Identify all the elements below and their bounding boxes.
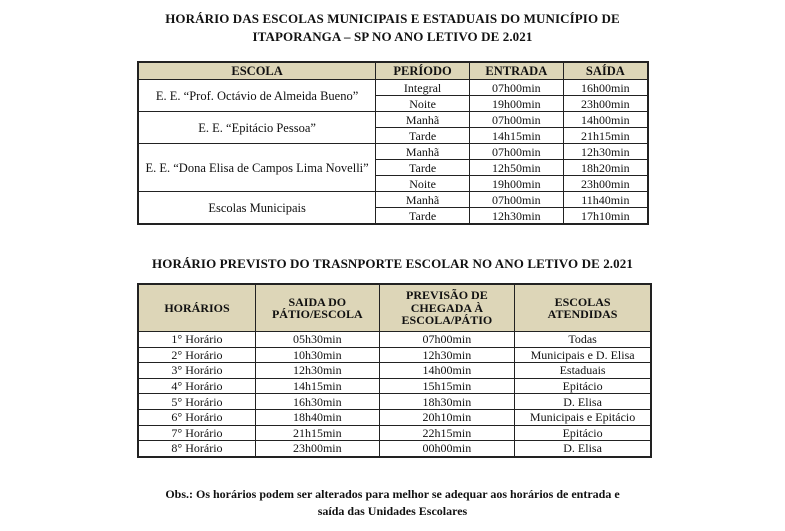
periodo-cell: Tarde: [376, 128, 470, 144]
escolas-cell: D. Elisa: [515, 394, 651, 410]
horario-cell: 3° Horário: [138, 363, 255, 379]
table-row: [138, 363, 651, 379]
horario-cell: 5° Horário: [138, 394, 255, 410]
table-row: [138, 80, 648, 96]
saida-cell: 12h30min: [563, 144, 648, 160]
chegada-cell: 00h00min: [379, 441, 515, 457]
entrada-cell: 07h00min: [469, 192, 563, 208]
table-row: [138, 347, 651, 363]
header-previsao-chegada: [379, 284, 515, 332]
observation-note: [0, 486, 785, 520]
periodo-cell: Noite: [376, 96, 470, 112]
saida-cell: 05h30min: [255, 332, 379, 348]
table-header-row: [138, 62, 648, 80]
escolas-cell: Estaduais: [515, 363, 651, 379]
entrada-cell: 12h30min: [469, 208, 563, 225]
table-header-row: [138, 284, 651, 332]
header-previsao-line2: CHEGADA À: [410, 300, 484, 315]
saida-cell: 14h15min: [255, 378, 379, 394]
header-saida-line1: SAIDA DO: [288, 294, 347, 309]
entrada-cell: 14h15min: [469, 128, 563, 144]
header-escola: ESCOLA: [138, 62, 376, 80]
school-hours-title: [0, 10, 785, 46]
chegada-cell: 22h15min: [379, 425, 515, 441]
horario-cell: 4° Horário: [138, 378, 255, 394]
table-row: [138, 425, 651, 441]
chegada-cell: 14h00min: [379, 363, 515, 379]
saida-cell: 23h00min: [563, 96, 648, 112]
chegada-cell: 07h00min: [379, 332, 515, 348]
table-row: [138, 394, 651, 410]
observation-line2: saída das Unidades Escolares: [317, 504, 468, 518]
escolas-cell: Epitácio: [515, 425, 651, 441]
school-hours-title-line2: ITAPORANGA – SP NO ANO LETIVO DE 2.021: [252, 29, 533, 44]
transport-schedule-table: [137, 283, 652, 458]
saida-cell: 16h00min: [563, 80, 648, 96]
header-previsao-line1: PREVISÃO DE: [406, 288, 488, 303]
header-saida-line2: PÁTIO/ESCOLA: [271, 307, 363, 321]
school-name: E. E. “Prof. Octávio de Almeida Bueno”: [138, 80, 376, 112]
periodo-cell: Tarde: [376, 208, 470, 225]
saida-cell: 11h40min: [563, 192, 648, 208]
horario-cell: 7° Horário: [138, 425, 255, 441]
entrada-cell: 07h00min: [469, 112, 563, 128]
entrada-cell: 19h00min: [469, 96, 563, 112]
table-row: [138, 332, 651, 348]
school-name: E. E. “Epitácio Pessoa”: [138, 112, 376, 144]
saida-cell: 21h15min: [255, 425, 379, 441]
periodo-cell: Manhã: [376, 144, 470, 160]
entrada-cell: 07h00min: [469, 144, 563, 160]
school-name: Escolas Municipais: [138, 192, 376, 225]
escolas-cell: D. Elisa: [515, 441, 651, 457]
saida-cell: 16h30min: [255, 394, 379, 410]
header-entrada: ENTRADA: [469, 62, 563, 80]
entrada-cell: 12h50min: [469, 160, 563, 176]
escolas-cell: Todas: [515, 332, 651, 348]
header-escolas-line2: ATENDIDAS: [547, 307, 618, 321]
school-name: E. E. “Dona Elisa de Campos Lima Novelli”: [138, 144, 376, 192]
entrada-cell: 07h00min: [469, 80, 563, 96]
header-previsao-line3: ESCOLA/PÁTIO: [401, 313, 493, 328]
transport-schedule-title: HORÁRIO PREVISTO DO TRASNPORTE ESCOLAR NO ANO LETIVO DE 2.021: [152, 256, 633, 271]
periodo-cell: Manhã: [376, 112, 470, 128]
saida-cell: 14h00min: [563, 112, 648, 128]
saida-cell: 21h15min: [563, 128, 648, 144]
saida-cell: 12h30min: [255, 363, 379, 379]
table-row: [138, 192, 648, 208]
saida-cell: 23h00min: [563, 176, 648, 192]
periodo-cell: Manhã: [376, 192, 470, 208]
header-escolas-atendidas: [515, 284, 651, 332]
table-row: [138, 144, 648, 160]
table-row: [138, 378, 651, 394]
table-row: [138, 112, 648, 128]
header-saida: SAÍDA: [563, 62, 648, 80]
chegada-cell: 20h10min: [379, 409, 515, 425]
entrada-cell: 19h00min: [469, 176, 563, 192]
horario-cell: 6° Horário: [138, 409, 255, 425]
saida-cell: 18h20min: [563, 160, 648, 176]
periodo-cell: Integral: [376, 80, 470, 96]
header-saida-patio: [255, 284, 379, 332]
escolas-cell: Municipais e D. Elisa: [515, 347, 651, 363]
school-hours-table: [137, 61, 649, 225]
table-row: [138, 441, 651, 457]
escolas-cell: Epitácio: [515, 378, 651, 394]
school-hours-title-line1: HORÁRIO DAS ESCOLAS MUNICIPAIS E ESTADUAIS DO MUNICÍPIO DE: [165, 11, 620, 26]
table-row: [138, 409, 651, 425]
header-horarios: HORÁRIOS: [138, 284, 255, 332]
header-periodo: PERÍODO: [376, 62, 470, 80]
horario-cell: 1° Horário: [138, 332, 255, 348]
chegada-cell: 18h30min: [379, 394, 515, 410]
saida-cell: 17h10min: [563, 208, 648, 225]
saida-cell: 23h00min: [255, 441, 379, 457]
chegada-cell: 15h15min: [379, 378, 515, 394]
horario-cell: 8° Horário: [138, 441, 255, 457]
periodo-cell: Noite: [376, 176, 470, 192]
saida-cell: 10h30min: [255, 347, 379, 363]
header-escolas-line1: ESCOLAS: [554, 294, 611, 309]
periodo-cell: Tarde: [376, 160, 470, 176]
horario-cell: 2° Horário: [138, 347, 255, 363]
observation-line1: Obs.: Os horários podem ser alterados para melhor se adequar aos horários de entrada e: [165, 487, 620, 501]
escolas-cell: Municipais e Epitácio: [515, 409, 651, 425]
chegada-cell: 12h30min: [379, 347, 515, 363]
saida-cell: 18h40min: [255, 409, 379, 425]
